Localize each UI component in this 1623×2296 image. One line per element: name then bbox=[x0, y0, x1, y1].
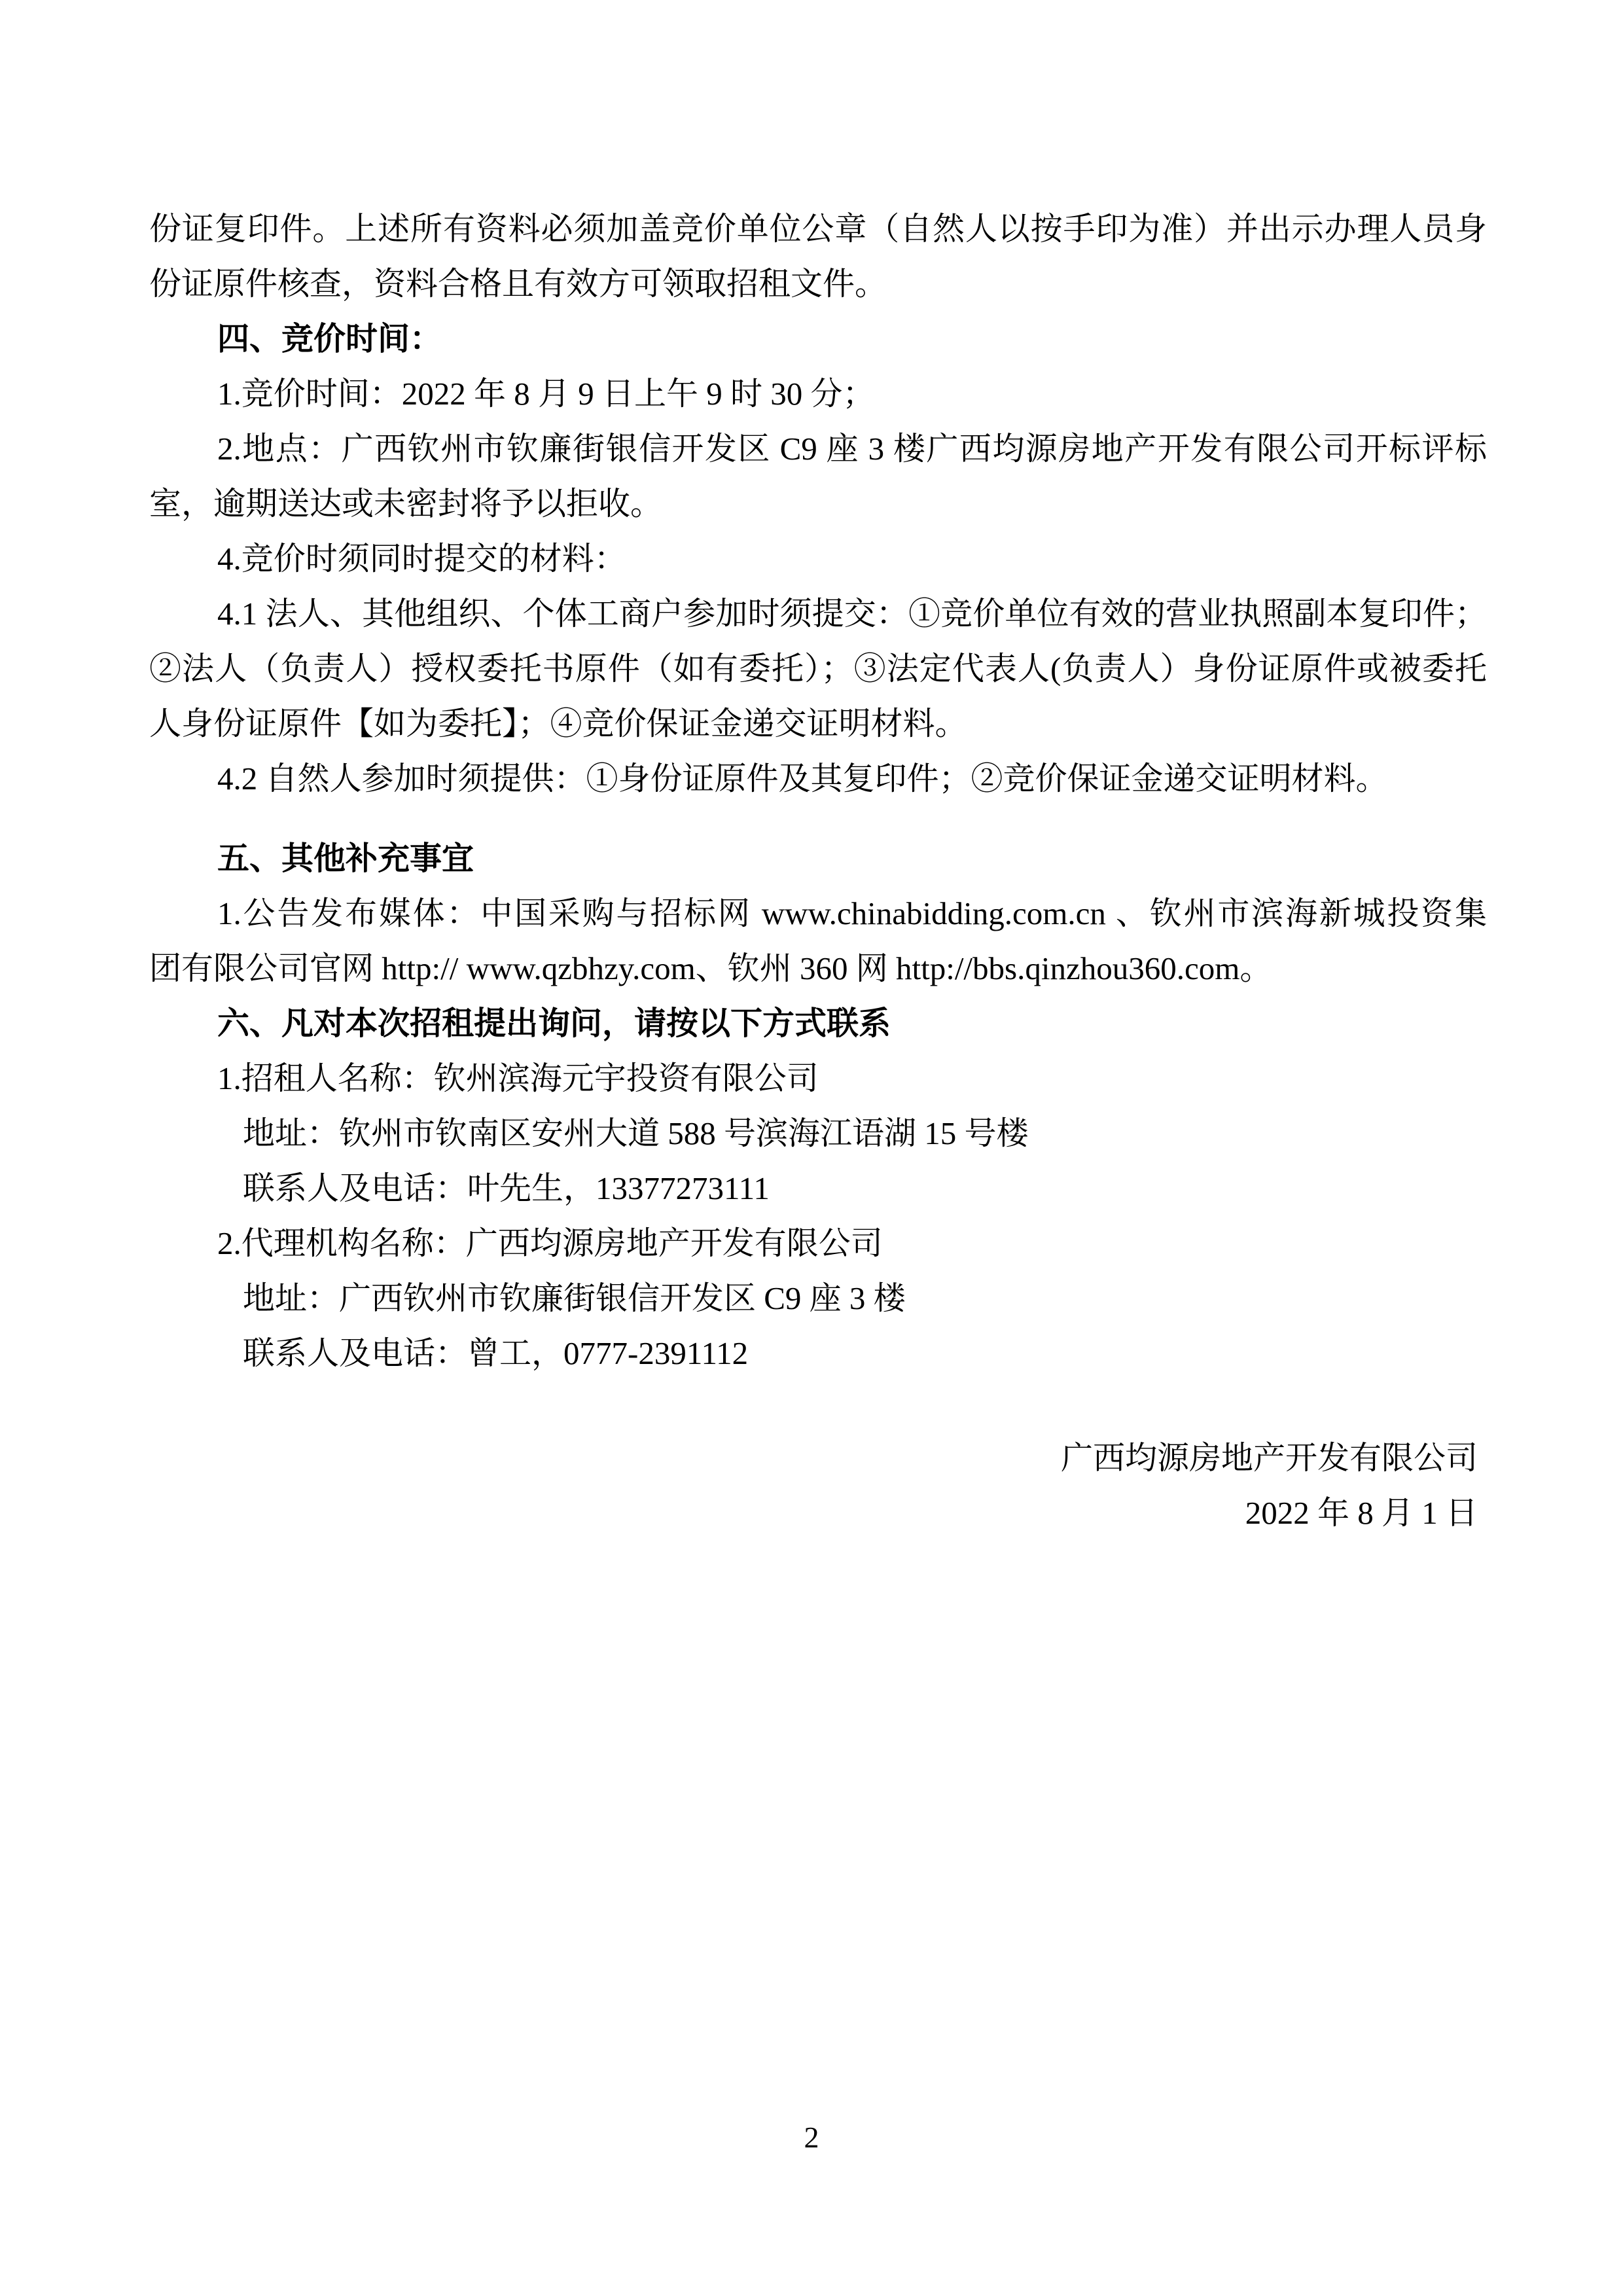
item-materials-legal-entity: 4.1 法人、其他组织、个体工商户参加时须提交：①竞价单位有效的营业执照副本复印件； bbox=[217, 596, 1487, 632]
signature-date: 2022 年 8 月 1 日 bbox=[1245, 1495, 1478, 1531]
item-agency-name: 2.代理机构名称：广西均源房地产开发有限公司 bbox=[217, 1225, 883, 1261]
item-materials-heading: 4.竞价时须同时提交的材料： bbox=[217, 541, 626, 577]
item-agency-contact: 联系人及电话：曾工，0777-2391112 bbox=[243, 1335, 749, 1371]
section-heading-5: 五、其他补充事宜 bbox=[217, 840, 474, 876]
item-bid-location: 2.地点：广西钦州市钦廉街银信开发区 C9 座 3 楼广西均源房地产开发有限公司开标评标 bbox=[217, 431, 1487, 467]
body-line-continuation: 室，逾期送达或未密封将予以拒收。 bbox=[149, 486, 663, 522]
body-line-continuation: 团有限公司官网 http:// www.qzbhzy.com、钦州 360 网 http://bbs.qinzhou360.com。 bbox=[149, 950, 1272, 986]
item-announcement-media: 1.公告发布媒体：中国采购与招标网 www.chinabidding.com.cn 、钦州市滨海新城投资集 bbox=[217, 895, 1487, 931]
body-line-continuation: 份证复印件。上述所有资料必须加盖竞价单位公章（自然人以按手印为准）并出示办理人员身 bbox=[149, 211, 1487, 247]
item-lessor-contact: 联系人及电话：叶先生，13377273111 bbox=[243, 1170, 770, 1206]
signature-block bbox=[149, 1431, 1487, 1541]
section-heading-6: 六、凡对本次招租提出询问，请按以下方式联系 bbox=[217, 1005, 891, 1041]
body-line-continuation: 份证原件核查，资料合格且有效方可领取招租文件。 bbox=[149, 266, 887, 302]
item-agency-address: 地址：广西钦州市钦廉街银信开发区 C9 座 3 楼 bbox=[243, 1280, 906, 1316]
body-line-continuation: 人身份证原件【如为委托】；④竞价保证金递交证明材料。 bbox=[149, 706, 967, 742]
page-number: 2 bbox=[804, 2121, 819, 2154]
item-bid-time: 1.竞价时间：2022 年 8 月 9 日上午 9 时 30 分； bbox=[217, 376, 875, 412]
signature-company: 广西均源房地产开发有限公司 bbox=[1060, 1440, 1478, 1476]
section-heading-4: 四、竞价时间： bbox=[217, 321, 442, 357]
item-lessor-address: 地址：钦州市钦南区安州大道 588 号滨海江语湖 15 号楼 bbox=[243, 1115, 1029, 1151]
body-line-continuation: ②法人（负责人）授权委托书原件（如有委托）；③法定代表人(负责人）身份证原件或被委托 bbox=[149, 651, 1487, 687]
document-body bbox=[149, 202, 1487, 1541]
item-lessor-name: 1.招租人名称：钦州滨海元宇投资有限公司 bbox=[217, 1060, 819, 1096]
item-materials-natural-person: 4.2 自然人参加时须提供：①身份证原件及其复印件；②竞价保证金递交证明材料。 bbox=[217, 761, 1388, 797]
